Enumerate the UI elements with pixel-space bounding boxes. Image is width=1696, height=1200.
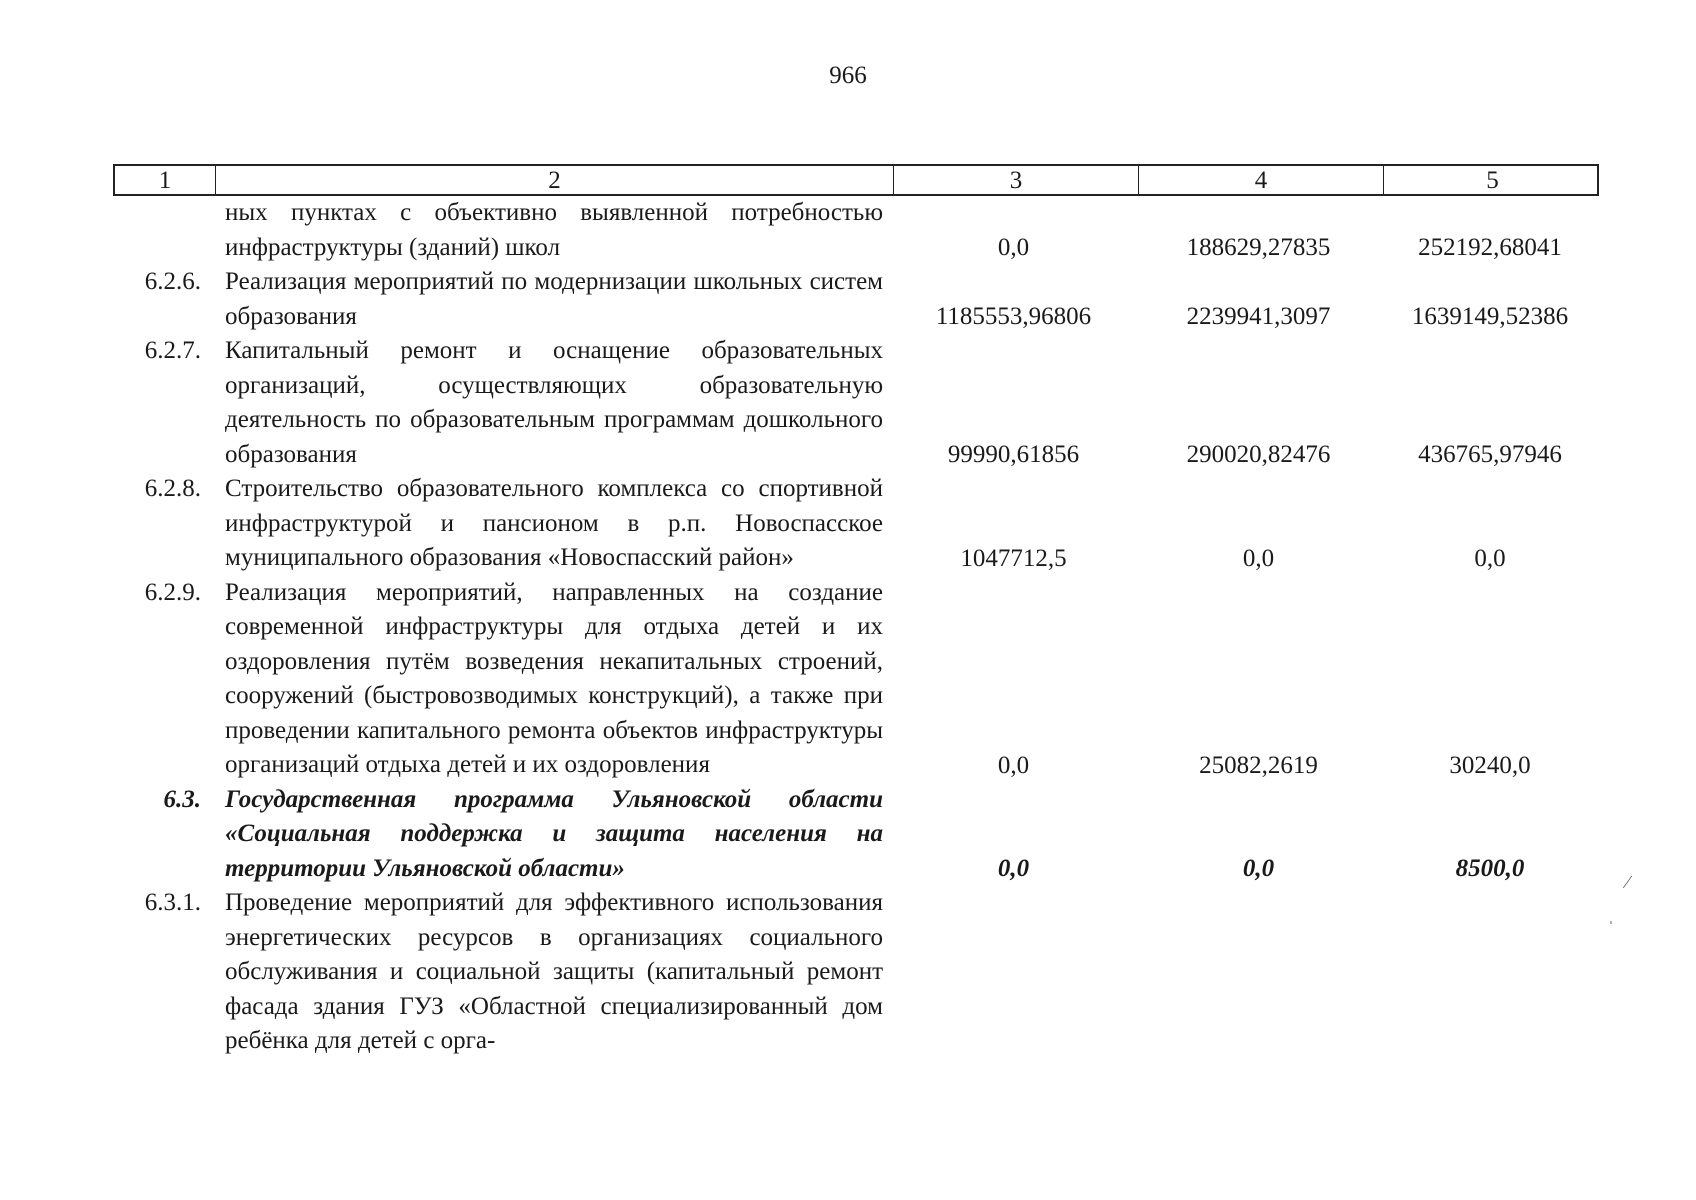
row-description: Государственная программа Ульяновской области «Социальная поддержка и защита населения на территории Ульяновской области» [225, 785, 883, 882]
row-description: Проведение мероприятий для эффективного использования энергетических ресурсов в организациях социального обслуживания и социальной защиты (капитальный ремонт фасада здания ГУЗ «Областной специализированный дом ребёнка для детей с орга- [225, 889, 883, 1054]
scan-mark: ˌ [1608, 904, 1614, 924]
table-row [113, 576, 1599, 783]
row-description: Капитальный ремонт и оснащение образовательных организаций, осуществляющих образовательную деятельность по образовательным программам дошкольного образования [225, 337, 883, 468]
row-number: 6.2.8. [144, 475, 201, 502]
row-value-col4: 2239941,3097 [1186, 303, 1331, 330]
budget-table [113, 164, 1599, 1059]
column-header-1: 1 [158, 167, 172, 194]
row-number: 6.2.6. [144, 268, 201, 295]
table-header-row [113, 164, 1599, 196]
column-header-2: 2 [215, 166, 893, 196]
row-value-col5: 1639149,52386 [1411, 303, 1569, 330]
row-value-col5: 0,0 [1474, 544, 1506, 572]
row-value-col5: 436765,97946 [1418, 441, 1562, 468]
table-row [113, 196, 1599, 265]
row-value-col4: 25082,2619 [1199, 751, 1318, 779]
row-description: Строительство образовательного комплекса со спортивной инфраструктурой и пансионом в р.п. Новоспасское муниципального образования «Новоспасский район» [225, 475, 883, 571]
row-value-col3: 0,0 [997, 234, 1030, 261]
table-row-program-total [113, 783, 1599, 887]
row-value-col4: 0,0 [1242, 544, 1275, 572]
row-number: 6.3.1. [144, 889, 201, 916]
table-row [113, 334, 1599, 472]
row-value-col5: 30240,0 [1449, 751, 1531, 779]
row-description: ных пунктах с объективно выявленной потребностью инфраструктуры (зданий) школ [225, 199, 883, 261]
column-header-3: 3 [893, 166, 1138, 196]
row-value-col4: 290020,82476 [1186, 441, 1331, 468]
page-number: 966 [829, 62, 867, 89]
row-value-col4: 0,0 [1242, 855, 1275, 882]
row-value-col3: 1185553,96806 [935, 303, 1092, 330]
row-value-col5: 8500,0 [1455, 855, 1525, 882]
column-header-5: 5 [1383, 166, 1601, 196]
row-number: 6.2.9. [144, 578, 201, 606]
row-value-col3: 99990,61856 [947, 441, 1080, 468]
row-number: 6.3. [163, 785, 201, 813]
column-header-4: 4 [1138, 166, 1383, 196]
row-value-col5: 252192,68041 [1418, 234, 1562, 261]
table-row [113, 886, 1599, 1059]
scan-mark: ⁄ [1626, 872, 1630, 892]
table-row [113, 265, 1599, 334]
row-value-col4: 188629,27835 [1186, 234, 1331, 261]
table-row [113, 472, 1599, 576]
row-value-col3: 0,0 [997, 855, 1030, 882]
row-value-col3: 0,0 [997, 751, 1030, 779]
row-number: 6.2.7. [144, 337, 201, 364]
row-description: Реализация мероприятий, направленных на создание современной инфраструктуры для отдыха детей и их оздоровления путём возведения некапитальных строений, сооружений (быстровозводимых конструкций), а также при проведении капитального ремонта объектов инфраструктуры организаций отдыха детей и их оздоровления [225, 578, 883, 778]
row-description: Реализация мероприятий по модернизации школьных систем образования [225, 268, 883, 330]
row-value-col3: 1047712,5 [960, 544, 1067, 572]
